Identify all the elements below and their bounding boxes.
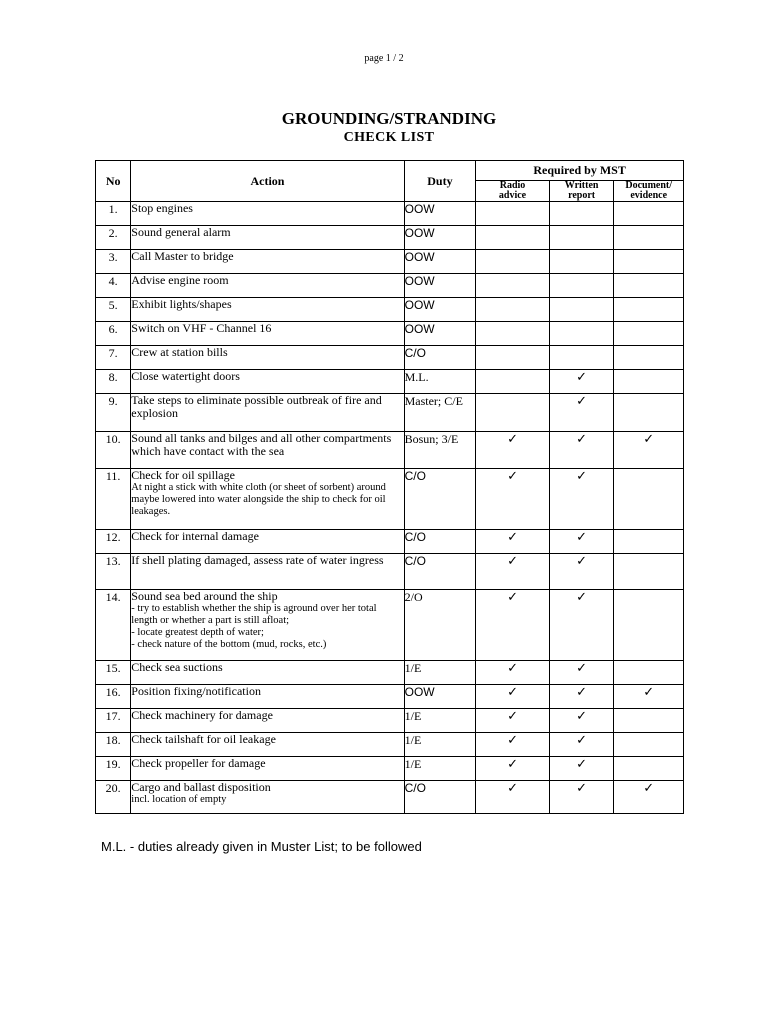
check-written-report-cell (549, 370, 614, 394)
checkmark-icon: ✓ (507, 709, 518, 724)
checkmark-icon: ✓ (576, 781, 588, 796)
checkmark-icon: ✓ (507, 554, 518, 569)
checklist-table (95, 160, 684, 814)
check-radio-advice-cell (476, 274, 550, 298)
check-document-evidence-cell (614, 685, 684, 709)
row-number: 11. (96, 469, 131, 530)
action-text: Check machinery for damage (131, 708, 273, 722)
check-written-report-cell (549, 226, 614, 250)
header-no: No (96, 161, 131, 202)
checkmark-icon: ✓ (576, 685, 588, 700)
checkmark-icon: ✓ (507, 590, 518, 605)
row-action (131, 226, 404, 250)
check-written-report-cell (549, 757, 614, 781)
row-number: 17. (96, 709, 131, 733)
row-number: 2. (96, 226, 131, 250)
action-text: Check for oil spillage (131, 468, 235, 482)
row-number: 13. (96, 554, 131, 590)
check-radio-advice-cell (476, 370, 550, 394)
check-written-report-cell (549, 685, 614, 709)
header-required-by-mst: Required by MST (476, 161, 684, 181)
document-title: GROUNDING/STRANDING (281, 109, 497, 128)
table-row (96, 432, 684, 469)
header-radio-line2: advice (498, 190, 527, 201)
header-doc-line1: Document/ (625, 180, 673, 191)
action-text: Position fixing/notification (131, 684, 261, 698)
action-text: Check propeller for damage (131, 756, 266, 770)
footnote: M.L. - duties already given in Muster List; to be followed (101, 839, 422, 854)
row-duty: 1/E (404, 661, 476, 685)
row-duty: OOW (404, 322, 476, 346)
check-document-evidence-cell (614, 432, 684, 469)
row-duty: C/O (404, 554, 476, 590)
check-radio-advice-cell (476, 346, 550, 370)
table-row (96, 322, 684, 346)
check-written-report-cell (549, 530, 614, 554)
row-action (131, 590, 404, 661)
check-written-report-cell (549, 322, 614, 346)
table-row (96, 661, 684, 685)
header-duty: Duty (404, 161, 476, 202)
row-duty: 1/E (404, 709, 476, 733)
action-text: Sound sea bed around the ship (131, 589, 278, 603)
row-action (131, 781, 404, 814)
row-number: 9. (96, 394, 131, 432)
checkmark-icon: ✓ (507, 757, 518, 772)
row-duty: Master; C/E (404, 394, 476, 432)
row-action (131, 322, 404, 346)
check-written-report-cell (549, 298, 614, 322)
page-number: page 1 / 2 (364, 53, 404, 64)
table-row (96, 226, 684, 250)
check-document-evidence-cell (614, 757, 684, 781)
check-document-evidence-cell (614, 394, 684, 432)
table-row (96, 590, 684, 661)
row-action (131, 757, 404, 781)
table-row (96, 250, 684, 274)
checkmark-icon: ✓ (576, 661, 588, 676)
row-number: 10. (96, 432, 131, 469)
check-written-report-cell (549, 709, 614, 733)
table-row (96, 469, 684, 530)
table-row (96, 274, 684, 298)
row-number: 19. (96, 757, 131, 781)
check-radio-advice-cell (476, 733, 550, 757)
checkmark-icon: ✓ (576, 590, 588, 605)
checkmark-icon: ✓ (507, 432, 518, 447)
row-duty: Bosun; 3/E (404, 432, 476, 469)
check-written-report-cell (549, 274, 614, 298)
table-row (96, 685, 684, 709)
check-document-evidence-cell (614, 590, 684, 661)
check-radio-advice-cell (476, 661, 550, 685)
row-number: 12. (96, 530, 131, 554)
check-radio-advice-cell (476, 709, 550, 733)
row-duty: OOW (404, 202, 476, 226)
row-action (131, 394, 404, 432)
check-document-evidence-cell (614, 530, 684, 554)
document-subtitle: CHECK LIST (343, 130, 435, 145)
row-action (131, 530, 404, 554)
check-written-report-cell (549, 202, 614, 226)
table-row (96, 709, 684, 733)
header-radio-line1: Radio (499, 180, 526, 191)
check-written-report-cell (549, 661, 614, 685)
action-text: Stop engines (131, 201, 193, 215)
header-document-evidence (614, 181, 684, 202)
action-text: Call Master to bridge (131, 249, 234, 263)
check-radio-advice-cell (476, 394, 550, 432)
action-text: Exhibit lights/shapes (131, 297, 232, 311)
action-detail: At night a stick with white cloth (or sheet of sorbent) around maybe lowered into water alongside the ship to check for oil leakages. (131, 482, 386, 517)
table-row (96, 781, 684, 814)
checkmark-icon: ✓ (576, 709, 588, 724)
action-text: Sound general alarm (131, 225, 231, 239)
row-action (131, 709, 404, 733)
row-action (131, 250, 404, 274)
check-document-evidence-cell (614, 274, 684, 298)
row-number: 8. (96, 370, 131, 394)
checkmark-icon: ✓ (507, 530, 518, 545)
row-number: 18. (96, 733, 131, 757)
check-written-report-cell (549, 250, 614, 274)
check-radio-advice-cell (476, 322, 550, 346)
row-action (131, 370, 404, 394)
row-action (131, 274, 404, 298)
row-duty: 1/E (404, 757, 476, 781)
check-radio-advice-cell (476, 202, 550, 226)
checkmark-icon: ✓ (576, 554, 588, 569)
check-radio-advice-cell (476, 298, 550, 322)
table-header-row (96, 161, 684, 181)
row-duty: OOW (404, 274, 476, 298)
row-action (131, 554, 404, 590)
table-row (96, 394, 684, 432)
check-document-evidence-cell (614, 733, 684, 757)
action-text: Take steps to eliminate possible outbreak of fire and explosion (131, 393, 382, 420)
check-document-evidence-cell (614, 250, 684, 274)
checkmark-icon: ✓ (507, 781, 518, 796)
table-row (96, 298, 684, 322)
row-number: 7. (96, 346, 131, 370)
row-duty: 1/E (404, 733, 476, 757)
table-row (96, 370, 684, 394)
check-radio-advice-cell (476, 685, 550, 709)
check-document-evidence-cell (614, 370, 684, 394)
checkmark-icon: ✓ (576, 757, 588, 772)
check-written-report-cell (549, 781, 614, 814)
row-duty: C/O (404, 469, 476, 530)
row-duty: C/O (404, 781, 476, 814)
check-document-evidence-cell (614, 226, 684, 250)
check-written-report-cell (549, 432, 614, 469)
checkmark-icon: ✓ (576, 469, 588, 484)
check-radio-advice-cell (476, 250, 550, 274)
action-detail: - try to establish whether the ship is aground over her total length or whether a part is still afloat; - locate greatest depth of water; - check nature of the bottom (mud, rocks, etc.) (131, 603, 377, 650)
header-action: Action (131, 161, 404, 202)
row-number: 15. (96, 661, 131, 685)
row-duty: OOW (404, 250, 476, 274)
check-document-evidence-cell (614, 469, 684, 530)
row-number: 6. (96, 322, 131, 346)
action-text: Crew at station bills (131, 345, 228, 359)
checkmark-icon: ✓ (507, 469, 518, 484)
row-number: 20. (96, 781, 131, 814)
check-document-evidence-cell (614, 781, 684, 814)
action-text: Check for internal damage (131, 529, 259, 543)
check-written-report-cell (549, 590, 614, 661)
check-radio-advice-cell (476, 757, 550, 781)
row-number: 5. (96, 298, 131, 322)
check-document-evidence-cell (614, 202, 684, 226)
checklist-body (96, 202, 684, 814)
check-written-report-cell (549, 346, 614, 370)
check-written-report-cell (549, 469, 614, 530)
table-row (96, 757, 684, 781)
check-written-report-cell (549, 394, 614, 432)
row-action (131, 469, 404, 530)
checkmark-icon: ✓ (576, 733, 588, 748)
row-duty: OOW (404, 226, 476, 250)
row-action (131, 685, 404, 709)
row-duty: C/O (404, 346, 476, 370)
checkmark-icon: ✓ (576, 394, 588, 409)
check-radio-advice-cell (476, 226, 550, 250)
row-action (131, 346, 404, 370)
action-text: Check tailshaft for oil leakage (131, 732, 276, 746)
check-radio-advice-cell (476, 530, 550, 554)
check-radio-advice-cell (476, 469, 550, 530)
table-row (96, 554, 684, 590)
action-text: Close watertight doors (131, 369, 240, 383)
header-doc-line2: evidence (630, 190, 668, 201)
header-written-report (549, 181, 614, 202)
checkmark-icon: ✓ (576, 370, 588, 385)
table-row (96, 346, 684, 370)
row-action (131, 298, 404, 322)
header-written-line1: Written (564, 180, 599, 191)
row-action (131, 661, 404, 685)
checkmark-icon: ✓ (507, 661, 518, 676)
row-action (131, 202, 404, 226)
action-text: If shell plating damaged, assess rate of water ingress (131, 553, 384, 567)
row-duty: OOW (404, 298, 476, 322)
check-radio-advice-cell (476, 554, 550, 590)
checkmark-icon: ✓ (643, 432, 655, 447)
check-document-evidence-cell (614, 554, 684, 590)
row-number: 14. (96, 590, 131, 661)
check-radio-advice-cell (476, 590, 550, 661)
header-radio-advice (476, 181, 550, 202)
action-text: Switch on VHF - Channel 16 (131, 321, 272, 335)
action-text: Advise engine room (131, 273, 229, 287)
row-action (131, 432, 404, 469)
check-radio-advice-cell (476, 781, 550, 814)
table-row (96, 202, 684, 226)
row-duty: C/O (404, 530, 476, 554)
check-written-report-cell (549, 554, 614, 590)
checkmark-icon: ✓ (643, 685, 655, 700)
check-document-evidence-cell (614, 661, 684, 685)
check-document-evidence-cell (614, 298, 684, 322)
action-text: Cargo and ballast disposition (131, 780, 271, 794)
row-number: 1. (96, 202, 131, 226)
check-document-evidence-cell (614, 322, 684, 346)
row-number: 4. (96, 274, 131, 298)
header-written-line2: report (568, 190, 596, 201)
check-document-evidence-cell (614, 709, 684, 733)
checkmark-icon: ✓ (576, 530, 588, 545)
check-document-evidence-cell (614, 346, 684, 370)
row-number: 16. (96, 685, 131, 709)
check-written-report-cell (549, 733, 614, 757)
table-row (96, 530, 684, 554)
table-row (96, 733, 684, 757)
check-radio-advice-cell (476, 432, 550, 469)
action-detail: incl. location of empty (131, 794, 227, 805)
row-duty: 2/O (404, 590, 476, 661)
row-action (131, 733, 404, 757)
row-duty: M.L. (404, 370, 476, 394)
checkmark-icon: ✓ (643, 781, 655, 796)
checkmark-icon: ✓ (507, 685, 518, 700)
row-duty: OOW (404, 685, 476, 709)
action-text: Check sea suctions (131, 660, 223, 674)
action-text: Sound all tanks and bilges and all other compartments which have contact with the sea (131, 431, 392, 458)
checkmark-icon: ✓ (576, 432, 588, 447)
checkmark-icon: ✓ (507, 733, 518, 748)
row-number: 3. (96, 250, 131, 274)
